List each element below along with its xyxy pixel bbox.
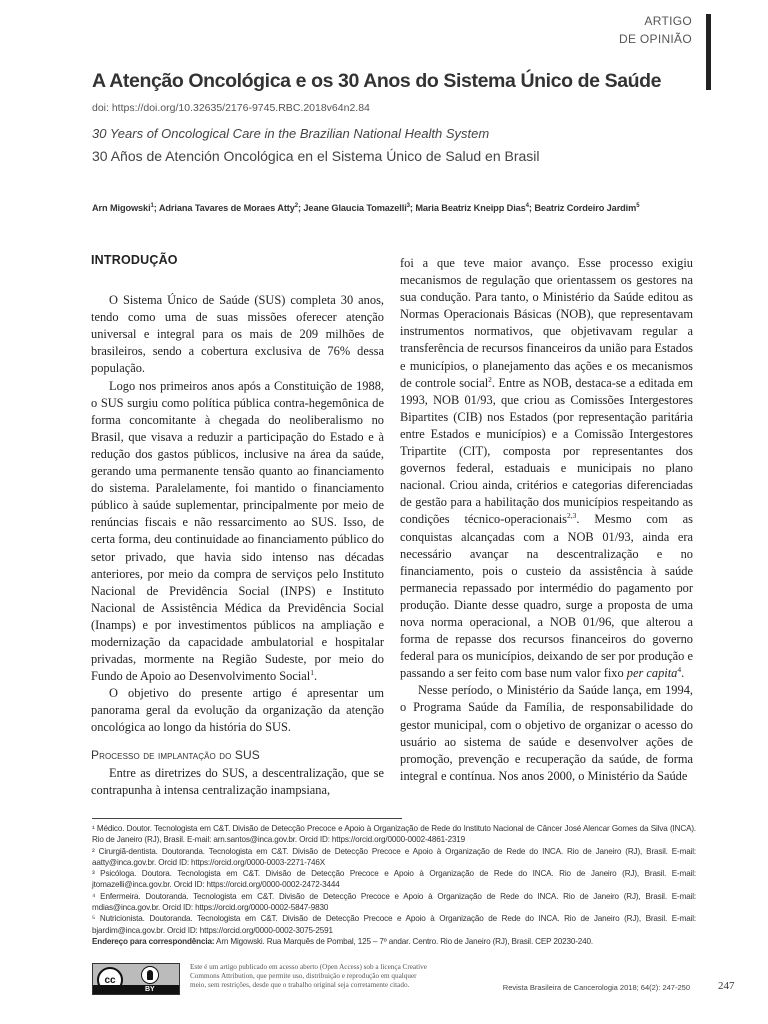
paragraph-text: Logo nos primeiros anos após a Constituição de 1988, o SUS surgiu como política pública contra-hegemônica de forma concomitante à chegada do neoliberalismo no Brasil, que visava a reduzir a participação do Estado e à redução dos gastos públicos, inclusive na área da saúde, gerando uma permanente tensão quanto ao financiamento do sistema. Paralelamente, foi mantido o financiamento público à saúde suplementar, principalmente por meio de renúncias fiscais e não ressarcimento ao SUS. Isso, de certa forma, deu continuidade ao financiamento público do setor privado, que havia sido intenso nas décadas anteriores, por meio da compra de serviços pelo Instituto Nacional de Previdência Social (INPS) e Instituto Nacional de Assistência Médica da Previdência Social (Inamps) e por investimentos públicos na ampliação e modernização da capacidade ambulatorial e hospitalar privadas, mormente na Região Sudeste, por meio do Fundo de Apoio ao Desenvolvimento Social (91, 378, 384, 684)
attribution-icon (141, 966, 159, 984)
footnote: ² Cirurgiã-dentista. Doutoranda. Tecnologista em C&T. Divisão de Detecção Precoce e Apoio à Organização de Rede do INCA. Rio de Janeiro (RJ), Brasil. E-mail: aatty@inca.gov.br. Orcid ID: https://orcid.org/0000-0003-2271-746X (92, 846, 696, 867)
paragraph: O Sistema Único de Saúde (SUS) completa 30 anos, tendo como uma de suas missões oferecer atenção universal e integral para os mais de 209 milhões de brasileiros, sendo a cobertura exclusiva de 76% dessa população. (91, 293, 384, 376)
paragraph: Entre as diretrizes do SUS, a descentralização, que se contrapunha à intensa centralização inampsiana, (91, 765, 384, 797)
paragraph (91, 378, 384, 686)
author-name: Jeane Glaucia Tomazelli (303, 203, 407, 213)
author-separator: ; (409, 203, 416, 213)
paragraph-end: . (681, 666, 685, 681)
cc-by-badge[interactable] (92, 963, 180, 995)
by-label: BY (145, 986, 155, 993)
article-type-tag-2: DE OPINIÃO (618, 32, 692, 46)
author-list (92, 203, 692, 213)
author-separator: ; (298, 203, 304, 213)
cc-badge-strip (93, 985, 179, 994)
article-type-tag: ARTIGO (644, 14, 692, 28)
footnotes (92, 823, 696, 947)
author-name: Arn Migowski (92, 203, 151, 213)
paragraph-text: . Entre as NOB, destaca-se a editada em 1993, NOB 01/93, que criou as Comissões Intergestores Bipartites (CIB) nos Estados (por representação paritária entre Estados e municípios) e a Comissão Intergestores Tripartite (CIT), composta por representantes dos governos federal, estaduais e municipais no plano nacional. Criou ainda, critérios e categorias diferenciadas de gestão para a habilitação dos municípios respeitando as condições técnico-operacionais (400, 375, 694, 527)
footnote: ⁵ Nutricionista. Doutoranda. Tecnologista em C&T. Divisão de Detecção Precoce e Apoio à Organização de Rede do INCA. Rio de Janeiro (RJ), Brasil. E-mail: bjardim@inca.gov.br. Orcid ID: https://orcid.org/0000-0002-3075-2591 (92, 914, 696, 935)
license-block (92, 963, 430, 995)
license-text: Este é um artigo publicado em acesso aberto (Open Access) sob a licença Creative Commons Attribution, que permite uso, distribuição e reprodução em qualquer meio, sem restrições, desde que o trabalho original seja corretamente citado. (190, 963, 427, 990)
paragraph-end: . (313, 669, 318, 684)
creative-commons-icon: cc (97, 967, 123, 993)
english-title: 30 Years of Oncological Care in the Brazilian National Health System (92, 126, 490, 141)
paragraph: O objetivo do presente artigo é apresentar um panorama geral da evolução da organização da atenção oncológica ao longo da história do SUS. (91, 686, 384, 735)
page-number: 247 (718, 980, 735, 992)
italic-term: per capita (626, 666, 678, 681)
right-column (400, 255, 693, 785)
left-column (91, 252, 384, 799)
paragraph-text: foi a que teve maior avanço. Esse processo exigiu mecanismos de regulação que orientassem os gestores na sua condução. Para tanto, o Ministério da Saúde editou as Normas Operacionais Básicas (NOB), que representavam instrumentos normativos, que objetivavam regular a transferência de recursos financeiros da união para Estados e municípios, o planejamento das ações e os mecanismos de controle social (400, 256, 693, 390)
paragraph-text: . Mesmo com as conquistas alcançadas com a NOB 01/93, ainda era necessário avançar na descentralização e no financiamento, pois o custeio da assistência à saúde permanecia repassado por intermédio do pagamento por produção. Diante desse quadro, surge a proposta de uma nova norma operacional, a NOB 01/96, que alterou a forma de repasse dos recursos financeiros do governo federal para os municípios, deixando de ser por produção e passando a ser feito com base num valor fixo (400, 512, 693, 681)
journal-citation: Revista Brasileira de Cancerologia 2018; 64(2): 247-250 (502, 983, 690, 992)
footnote: ⁴ Enfermeira. Doutoranda. Tecnologista em C&T. Divisão de Detecção Precoce e Apoio à Organização de Rede do INCA. Rio de Janeiro (RJ), Brasil. E-mail: mdias@inca.gov.br. Orcid ID: https://orcid.org/0000-0002-5847-9830 (92, 891, 696, 913)
author-affiliation: 2 (294, 202, 298, 209)
paragraph: Nesse período, o Ministério da Saúde lança, em 1994, o Programa Saúde da Família, de responsabilidade do gestor municipal, com o objetivo de organizar o acesso do usuário ao sistema de saúde e desenvolver ações de promoção, prevenção e recuperação da saúde, de forma integral e contínua. Nos anos 2000, o Ministério da Saúde (400, 683, 693, 783)
citation[interactable]: 4 (677, 665, 682, 675)
author-affiliation: 5 (636, 202, 640, 209)
author-affiliation: 4 (525, 202, 529, 209)
article-title: A Atenção Oncológica e os 30 Anos do Sistema Único de Saúde (92, 70, 662, 92)
footnote: ¹ Médico. Doutor. Tecnologista em C&T. Divisão de Detecção Precoce e Apoio à Organização de Rede do Instituto Nacional de Câncer José Alencar Gomes da Silva (INCA). Rio de Janeiro (RJ), Brasil. E-mail: arn.santos@inca.gov.br. Orcid ID: https://orcid.org/0000-0002-4861-2319 (92, 824, 696, 845)
header-bar (706, 14, 711, 90)
correspondence-text: Arn Migowski. Rua Marquês de Pombal, 125 – 7º andar. Centro. Rio de Janeiro (RJ), Brasil. CEP 20230-240. (214, 936, 594, 946)
author-name: Beatriz Cordeiro Jardim (534, 203, 637, 213)
person-icon (147, 970, 153, 980)
citation[interactable]: 2,3 (566, 511, 577, 521)
citation[interactable]: 1 (310, 668, 314, 678)
footnote: ³ Psicóloga. Doutora. Tecnologista em C&T. Divisão de Detecção Precoce e Apoio à Organização de Rede do INCA. Rio de Janeiro (RJ), Brasil. E-mail: jtomazelli@inca.gov.br. Orcid ID: https://orcid.org/0000-0002-2472-3444 (92, 869, 696, 890)
author-name: Maria Beatriz Kneipp Dias (415, 203, 526, 213)
author-affiliation: 3 (406, 202, 410, 209)
doi-link[interactable]: doi: https://doi.org/10.32635/2176-9745.RBC.2018v64n2.84 (92, 102, 370, 114)
paragraph (400, 255, 693, 682)
footnote-divider (92, 818, 402, 819)
spanish-title: 30 Años de Atención Oncológica en el Sistema Único de Salud en Brasil (92, 148, 540, 164)
subsection-heading: Processo de implantação do SUS (91, 747, 260, 762)
author-name: Adriana Tavares de Moraes Atty (158, 203, 295, 213)
correspondence-address (92, 936, 696, 947)
correspondence-label: Endereço para correspondência: (92, 936, 215, 946)
author-affiliation: 1 (150, 202, 154, 209)
section-heading: INTRODUÇÃO (91, 253, 178, 267)
author-separator: ; (528, 203, 535, 213)
author-separator: ; (153, 203, 159, 213)
citation[interactable]: 2 (488, 374, 492, 384)
